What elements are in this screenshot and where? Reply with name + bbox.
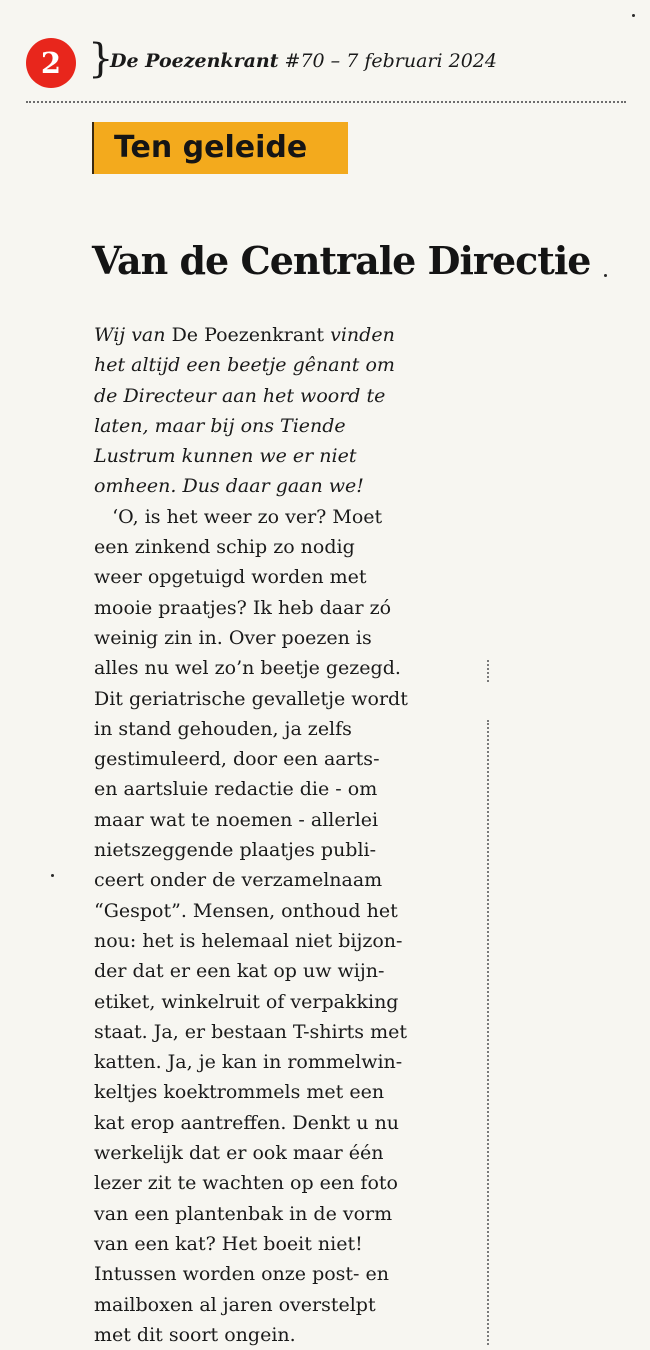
- body-line: mailboxen al jaren overstelpt: [94, 1293, 376, 1316]
- section-label: Ten geleide: [92, 122, 348, 174]
- body-line: etiket, winkelruit of verpakking: [94, 990, 399, 1013]
- body-line: van een kat? Het boeit niet!: [94, 1232, 363, 1255]
- body-line: nou: het is helemaal niet bijzon-: [94, 929, 403, 952]
- intro-line: laten, maar bij ons Tiende: [94, 414, 346, 437]
- paper-speck: [604, 274, 607, 277]
- intro-line: het altijd een beetje gênant om: [94, 354, 395, 377]
- running-header: [110, 48, 497, 74]
- intro-line: [94, 320, 479, 350]
- body-line: van een plantenbak in de vorm: [94, 1202, 393, 1225]
- intro-line: Lustrum kunnen we er niet: [94, 445, 357, 468]
- column-dotted-divider: [487, 720, 489, 1345]
- body-line: “Gespot”. Mensen, onthoud het: [94, 899, 398, 922]
- intro-line: omheen. Dus daar gaan we!: [94, 475, 364, 498]
- header-brace-ornament: }: [88, 36, 114, 82]
- body-line: met dit soort ongein.: [94, 1323, 296, 1346]
- body-line: weinig zin in. Over poezen is: [94, 626, 372, 649]
- body-line: staat. Ja, er bestaan T-shirts met: [94, 1020, 407, 1043]
- body-line: katten. Ja, je kan in rommelwin-: [94, 1051, 403, 1074]
- body-line: maar wat te noemen - allerlei: [94, 808, 379, 831]
- body-line: ‘O, is het weer zo ver? Moet: [94, 505, 383, 528]
- publication-mention: De Poezenkrant: [171, 324, 325, 346]
- body-line: in stand gehouden, ja zelfs: [94, 717, 352, 740]
- body-line: een zinkend schip zo nodig: [94, 536, 355, 559]
- article-body: [94, 320, 479, 1350]
- header-dotted-divider: [26, 101, 626, 103]
- publication-name: De Poezenkrant: [110, 50, 279, 72]
- body-line: kat erop aantreffen. Denkt u nu: [94, 1111, 400, 1134]
- article-title: Van de Centrale Directie: [92, 238, 591, 283]
- article-intro: [94, 320, 479, 502]
- body-line: nietszeggende plaatjes publi-: [94, 839, 377, 862]
- paper-speck: [51, 874, 54, 877]
- body-line: ceert onder de verzamelnaam: [94, 869, 383, 892]
- column-dotted-divider: [487, 660, 489, 682]
- body-line: lezer zit te wachten op een foto: [94, 1172, 398, 1195]
- issue-and-date: #70 – 7 februari 2024: [284, 50, 497, 72]
- body-line: werkelijk dat er ook maar één: [94, 1142, 384, 1165]
- intro-text: Wij van: [94, 324, 166, 346]
- body-line: weer opgetuigd worden met: [94, 566, 367, 589]
- body-line: der dat er een kat op uw wijn-: [94, 960, 385, 983]
- body-line: gestimuleerd, door een aarts-: [94, 748, 380, 771]
- paper-speck: [632, 14, 635, 17]
- body-line: alles nu wel zo’n beetje gezegd.: [94, 657, 401, 680]
- article-paragraph: [94, 502, 479, 1350]
- page-number-badge: 2: [26, 38, 76, 88]
- body-line: Intussen worden onze post- en: [94, 1263, 390, 1286]
- body-line: keltjes koektrommels met een: [94, 1081, 385, 1104]
- body-line: en aartsluie redactie die - om: [94, 778, 378, 801]
- intro-line: de Directeur aan het woord te: [94, 384, 386, 407]
- body-line: Dit geriatrische gevalletje wordt: [94, 687, 408, 710]
- body-line: mooie praatjes? Ik heb daar zó: [94, 596, 392, 619]
- intro-text: vinden: [330, 324, 395, 346]
